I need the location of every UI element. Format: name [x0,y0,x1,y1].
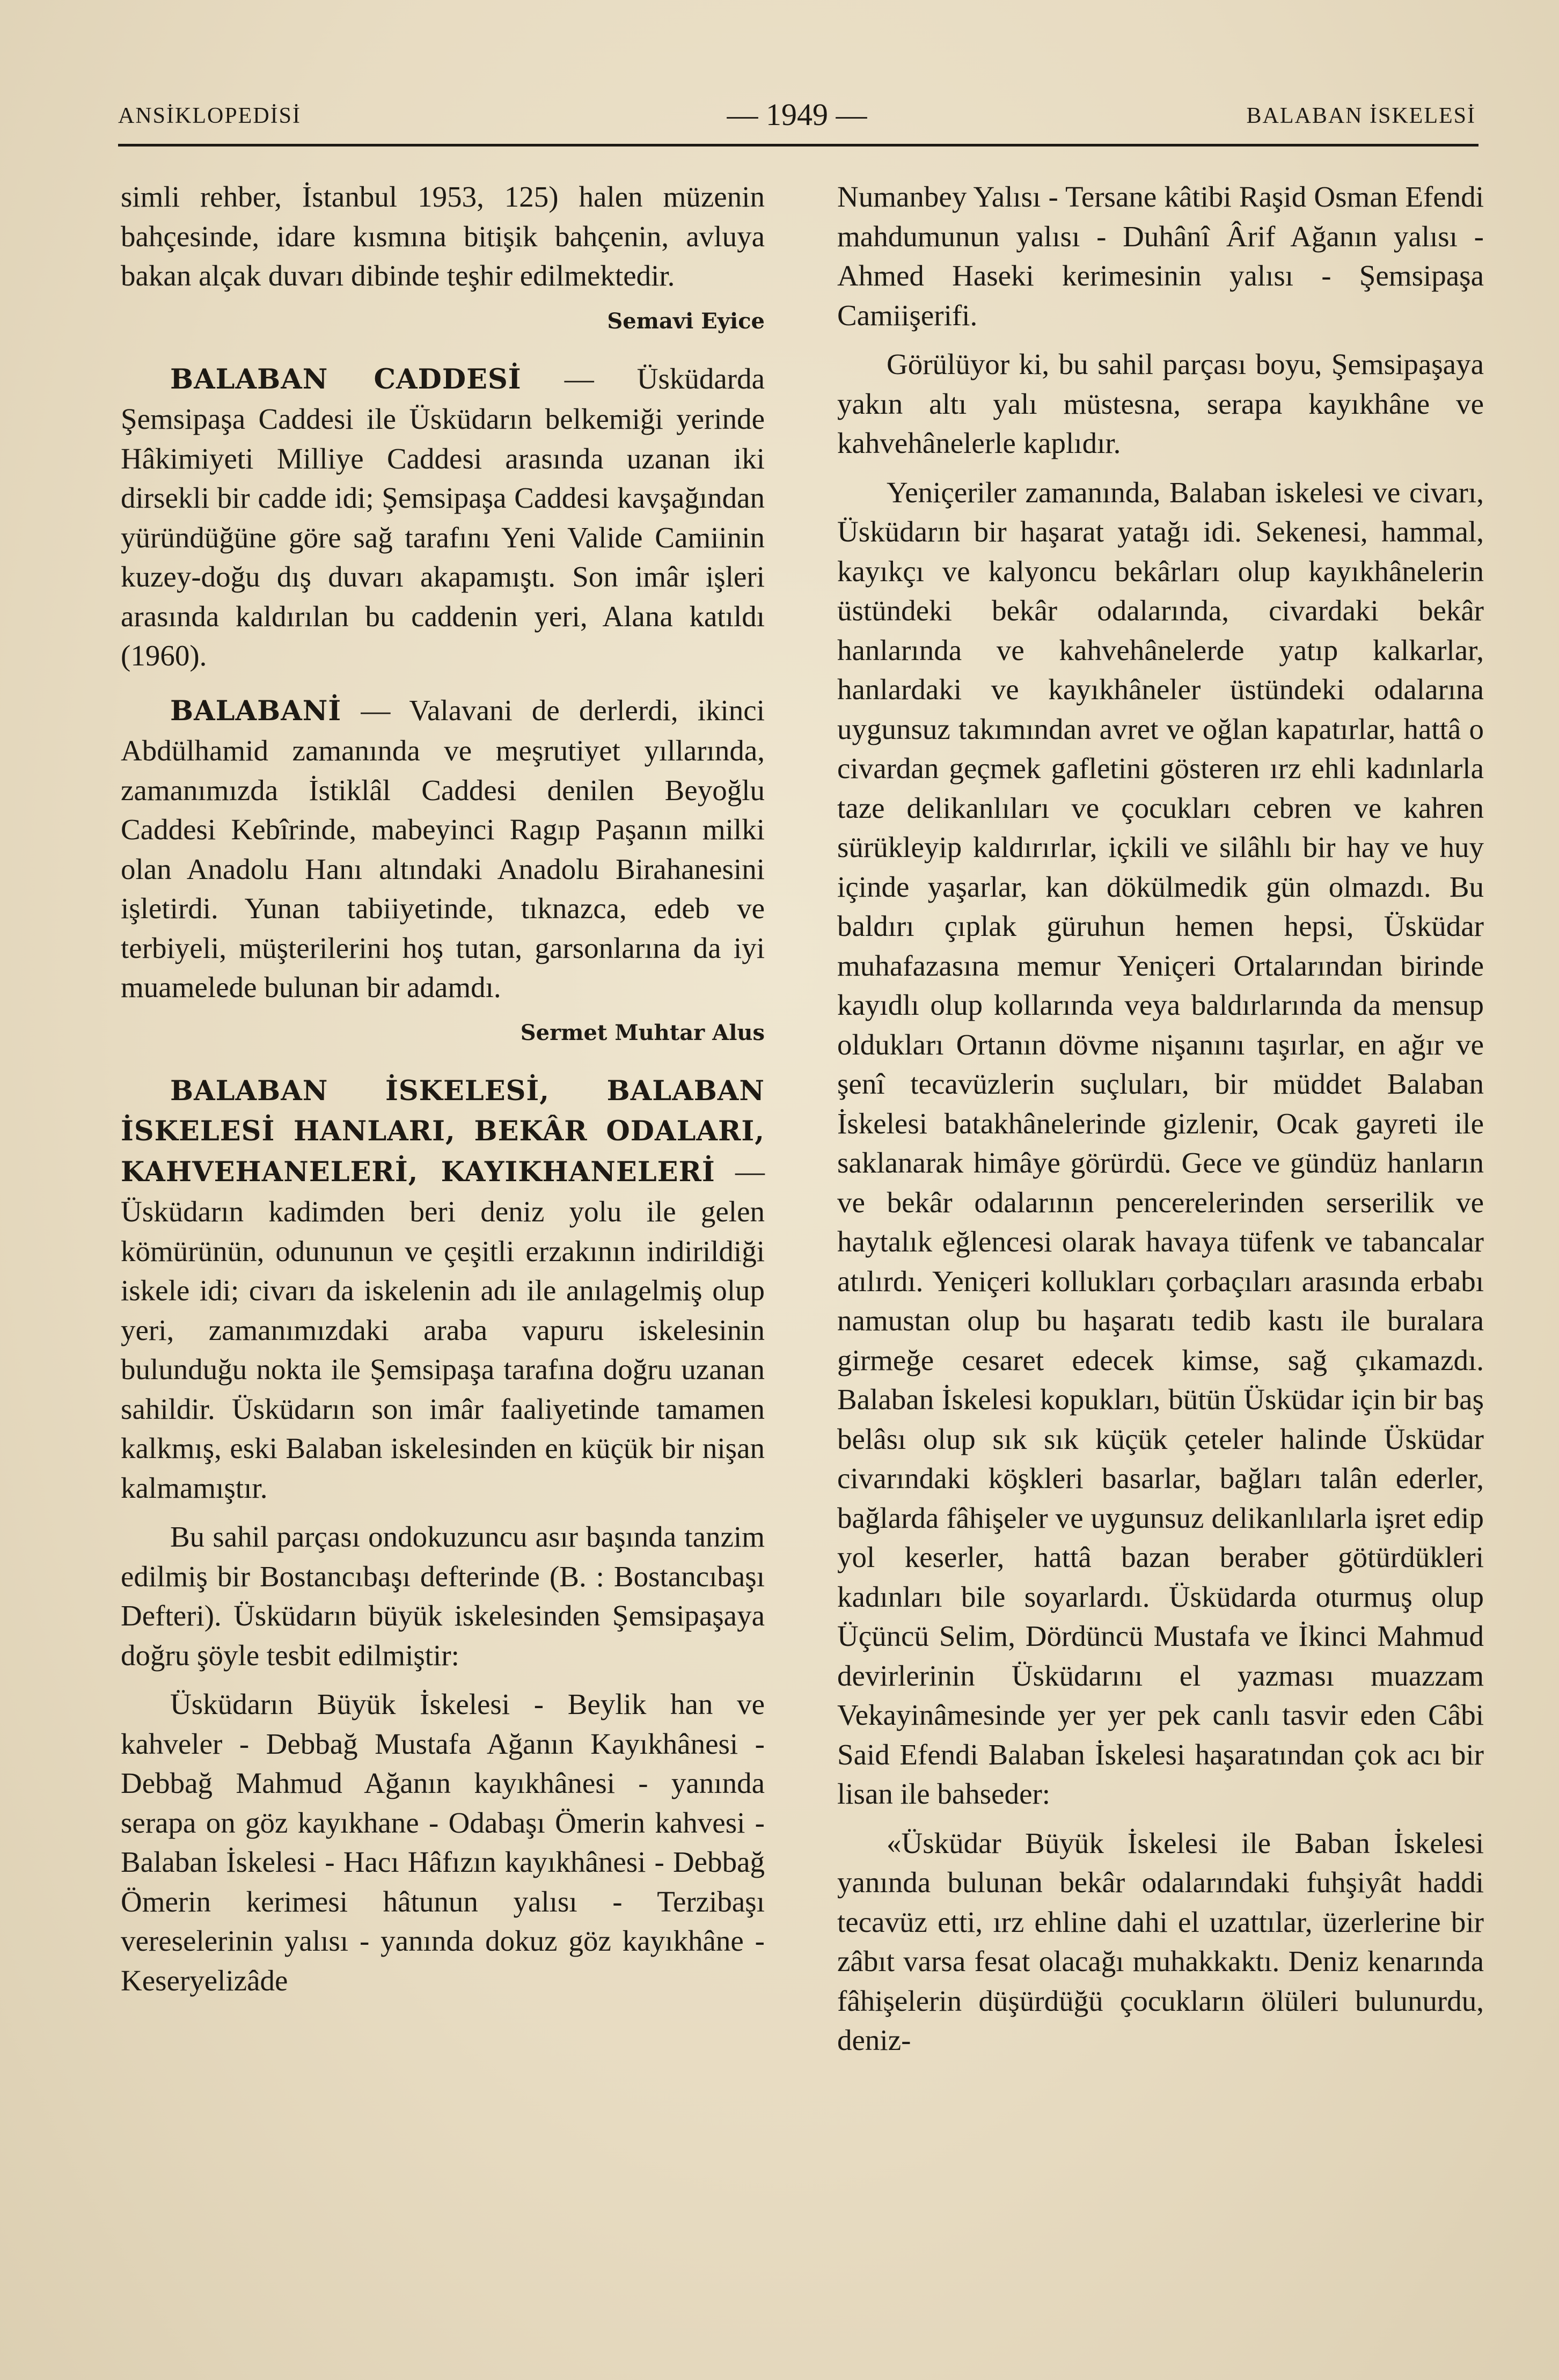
author-signature: Sermet Muhtar Alus [520,1020,765,1045]
header-rule [118,144,1479,147]
author-signature: Semavi Eyice [607,308,765,334]
entry-heading: BALABANİ [170,694,342,727]
paragraph: Numanbey Yalısı - Tersane kâtibi Raşid Osman Efendi mahdumunun yalısı - Duhânî Ârif Ağanın yalısı - Ahmed Haseki kerimesinin yalısı - Şemsipaşa Camiişerifi. [837,180,1484,332]
right-column [837,177,1484,2070]
paragraph: Üsküdarın Büyük İskelesi - Beylik han ve kahveler - Debbağ Mustafa Ağanın Kayıkhânesi - Debbağ Mahmud Ağanın kayıkhânesi - yanında serapa on göz kayıkhane - Odabaşı Ömerin kahvesi - Balaban İskelesi - Hacı Hâfızın kayıkhânesi - Debbağ Ömerin kerimesi hâtunun yalısı - Terzibaşı vereselerinin yalısı - yanında dokuz göz kayıkhâne - Keseryelizâde [121,1688,765,1997]
header-left: ANSİKLOPEDİSİ [118,104,301,128]
paragraph: simli rehber, İstanbul 1953, 125) halen müzenin bahçesinde, idare kısmına bitişik bahçenin, avluya bakan alçak duvarı dibinde teşhir edilmektedir. [121,180,765,292]
entry-body: — Üsküdarda Şemsipaşa Caddesi ile Üsküdarın belkemiği yerinde Hâkimiyeti Milliye Caddesi arasında uzanan iki dirsekli bir cadde idi; Şemsipaşa Caddesi kavşağından yüründüğüne göre sağ tarafını Yeni Valide Camiinin kuzey-doğu dış duvarı akapamıştı. Son imâr işleri arasında kaldırılan bu caddenin yeri, Alana katıldı (1960). [121,362,765,672]
page-number: — 1949 — [727,97,867,132]
paragraph: Görülüyor ki, bu sahil parçası boyu, Şemsipaşaya yakın altı yalı müstesna, serapa kayıkhâne ve kahvehânelerle kaplıdır. [837,348,1484,459]
paragraph: «Üsküdar Büyük İskelesi ile Baban İskelesi yanında bulunan bekâr odalarındaki fuhşiyât haddi tecavüz etti, ırz ehline dahi el uzattılar, üzerlerine bir zâbıt varsa fesat olacağı muhakkaktı. Deniz kenarında fâhişelerin düşürdüğü çocukların ölüleri bulunurdu, deniz- [837,1826,1484,2056]
entry-balaban-caddesi [121,359,765,676]
entry-balaban-iskelesi [121,1071,765,1508]
entry-balabani [121,691,765,1007]
running-header [118,97,1476,140]
entry-heading: BALABAN CADDESİ [170,363,522,396]
entry-heading: BALABAN İSKELESİ, BALABAN İSKELESİ HANLARI, BEKÂR ODALARI, KAHVEHANELERİ, KAYIKHANELERİ [121,1074,765,1188]
header-right: BALABAN İSKELESİ [1246,104,1476,128]
left-column [121,177,765,2010]
paragraph: Bu sahil parçası ondokuzuncu asır başında tanzim edilmiş bir Bostancıbaşı defterinde (B. : Bostancıbaşı Defteri). Üsküdarın büyük iskelesinden Şemsipaşaya doğru şöyle tesbit edilmiştir: [121,1520,765,1672]
entry-body: — Valavani de derlerdi, ikinci Abdülhamid zamanında ve meşrutiyet yıllarında, zamanımızda İstiklâl Caddesi denilen Beyoğlu Caddesi Kebîrinde, mabeyinci Ragıp Paşanın milki olan Anadolu Hanı altındaki Anadolu Birahanesini işletirdi. Yunan tabiiyetinde, tıknazca, edeb ve terbiyeli, müşterilerini hoş tutan, garsonlarına da iyi muamelede bulunan bir adamdı. [121,693,765,1004]
paragraph: Yeniçeriler zamanında, Balaban iskelesi ve civarı, Üsküdarın bir haşarat yatağı idi. Sekenesi, hammal, kayıkçı ve kalyoncu bekârları olup kayıkhânelerin üstündeki bekâr odalarında, civardaki bekâr hanlarında ve kahvehânelerde yatıp kalkarlar, hanlardaki ve kayıkhâneler üstündeki odalarına uygunsuz takımından avret ve oğlan kapatırlar, hattâ o civardan geçmek gafletini gösteren ırz ehli kadınlarla taze delikanlıları ve çocukları cebren ve kahren sürükleyip kaldırırlar, içkili ve silâhlı bir hay ve huy içinde yaşarlar, kan dökülmedik gün olmazdı. Bu baldırı çıplak güruhun hemen hepsi, Üsküdar muhafazasına memur Yeniçeri Ortalarından birinde kayıdlı olup kollarında veya baldırlarında da mensup oldukları Ortanın dövme nişanını taşırlar, en ağır ve şenî tecavüzlerin suçluları, bir müddet Balaban İskelesi batakhânelerinde gizlenir, Ocak gayreti ile saklanarak himâye görürdü. Gece ve gündüz hanların ve bekâr odalarının pencerelerinden serserilik ve haytalık eğlencesi olarak havaya tüfenk ve tabancalar atılırdı. Yeniçeri kollukları çorbaçıları arasında erbabı namustan olup bu haşaratı tedib kastı ile buralara girmeğe cesaret edecek kimse, sağ çıkamazdı. Balaban İskelesi kopukları, bütün Üsküdar için bir baş belâsı olup sık sık küçük çeteler halinde Üsküdar civarındaki köşkleri basarlar, bağları talân ederler, bağlarda fâhişeler ve uygunsuz delikanlılarla işret edip yol keserler, hattâ bazan beraber götürdükleri kadınları bile soyarlardı. Üsküdarda oturmuş olup Üçüncü Selim, Dördüncü Mustafa ve İkinci Mahmud devirlerinin Üsküdarını el yazması muazzam Vekayinâmesinde yer yer pek canlı tasvir eden Câbi Said Efendi Balaban İskelesi haşaratından çok acı bir lisan ile bahseder: [837,475,1484,1810]
entry-body: — Üsküdarın kadimden beri deniz yolu ile gelen kömürünün, odununun ve çeşitli erzakının indirildiği iskele idi; civarı da iskelenin adı ile anılagelmiş olup yeri, zamanımızdaki araba vapuru iskelesinin bulunduğu nokta ile Şemsipaşa tarafına doğru uzanan sahildir. Üsküdarın son imâr faaliyetinde tamamen kalkmış, eski Balaban iskelesinden en küçük bir nişan kalmamıştır. [121,1154,765,1504]
